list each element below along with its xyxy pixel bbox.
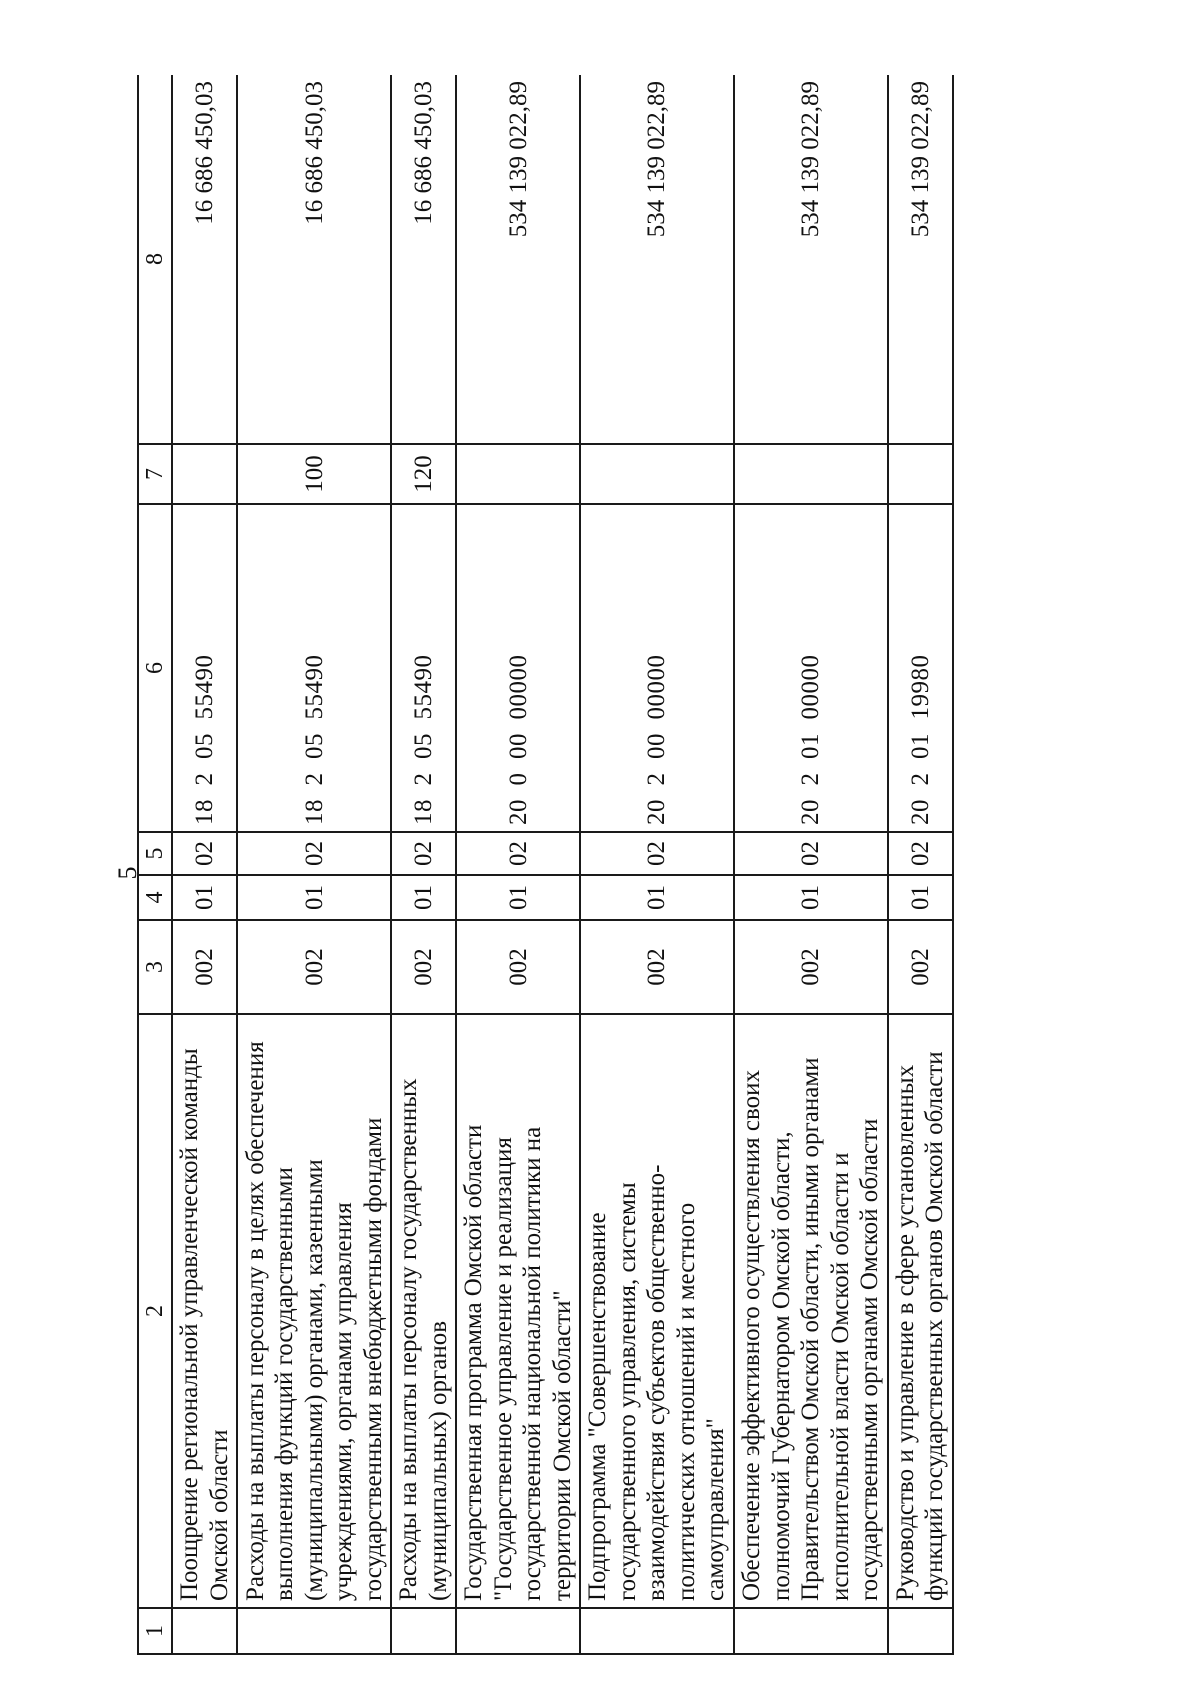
cell-target-article: 20 2 00 00000	[580, 504, 734, 832]
cell-expense-type	[172, 444, 237, 504]
cell-section: 01	[391, 875, 456, 920]
cell-subsection: 02	[391, 832, 456, 875]
cell-name: Руководство и управление в сфере установленных функций государственных органов Омской области	[888, 1014, 953, 1608]
header-col-4: 4	[138, 875, 172, 920]
cell-ministry-code: 002	[888, 920, 953, 1014]
table-row	[580, 75, 734, 1654]
table-header-row	[138, 75, 172, 1654]
cell-subsection: 02	[888, 832, 953, 875]
table-row	[237, 75, 391, 1654]
cell-section: 01	[734, 875, 888, 920]
cell-name: Расходы на выплаты персоналу в целях обеспечения выполнения функций государственными (муниципальными) органами, казенными учреждениями, органами управления государственными внебюджетными фондами	[237, 1014, 391, 1608]
cell-amount: 534 139 022,89	[580, 75, 734, 444]
header-col-8: 8	[138, 75, 172, 444]
cell-amount: 534 139 022,89	[888, 75, 953, 444]
cell-target-article: 18 2 05 55490	[172, 504, 237, 832]
cell-subsection: 02	[172, 832, 237, 875]
cell-ministry-code: 002	[237, 920, 391, 1014]
cell-row-number	[172, 1608, 237, 1654]
cell-row-number	[888, 1608, 953, 1654]
cell-target-article: 18 2 05 55490	[237, 504, 391, 832]
cell-row-number	[734, 1608, 888, 1654]
cell-subsection: 02	[456, 832, 580, 875]
cell-target-article: 18 2 05 55490	[391, 504, 456, 832]
cell-target-article: 20 2 01 00000	[734, 504, 888, 832]
cell-ministry-code: 002	[172, 920, 237, 1014]
cell-amount: 534 139 022,89	[734, 75, 888, 444]
budget-table	[137, 75, 954, 1655]
header-col-7: 7	[138, 444, 172, 504]
cell-expense-type	[888, 444, 953, 504]
table-row	[172, 75, 237, 1654]
cell-name: Подпрограмма "Совершенствование государственного управления, системы взаимодействия субъектов общественно-политических отношений и местного самоуправления"	[580, 1014, 734, 1608]
header-col-3: 3	[138, 920, 172, 1014]
header-col-5: 5	[138, 832, 172, 875]
header-col-1: 1	[138, 1608, 172, 1654]
cell-target-article: 20 0 00 00000	[456, 504, 580, 832]
cell-name: Поощрение региональной управленческой команды Омской области	[172, 1014, 237, 1608]
cell-ministry-code: 002	[734, 920, 888, 1014]
cell-expense-type	[734, 444, 888, 504]
cell-section: 01	[580, 875, 734, 920]
cell-section: 01	[172, 875, 237, 920]
cell-subsection: 02	[237, 832, 391, 875]
cell-section: 01	[456, 875, 580, 920]
cell-name: Государственная программа Омской области "Государственное управление и реализация государственной национальной политики на территории Омской области"	[456, 1014, 580, 1608]
budget-table-container	[137, 75, 1200, 1655]
cell-ministry-code: 002	[391, 920, 456, 1014]
cell-ministry-code: 002	[456, 920, 580, 1014]
cell-amount: 16 686 450,03	[172, 75, 237, 444]
page-number: 5	[113, 866, 142, 880]
cell-subsection: 02	[580, 832, 734, 875]
cell-section: 01	[888, 875, 953, 920]
cell-row-number	[580, 1608, 734, 1654]
cell-expense-type: 120	[391, 444, 456, 504]
header-col-2: 2	[138, 1014, 172, 1608]
header-col-6: 6	[138, 504, 172, 832]
cell-expense-type	[456, 444, 580, 504]
cell-row-number	[456, 1608, 580, 1654]
cell-name: Расходы на выплаты персоналу государственных (муниципальных) органов	[391, 1014, 456, 1608]
cell-expense-type	[580, 444, 734, 504]
cell-amount: 534 139 022,89	[456, 75, 580, 444]
cell-amount: 16 686 450,03	[391, 75, 456, 444]
cell-ministry-code: 002	[580, 920, 734, 1014]
table-row	[391, 75, 456, 1654]
table-row	[734, 75, 888, 1654]
cell-target-article: 20 2 01 19980	[888, 504, 953, 832]
cell-name: Обеспечение эффективного осуществления своих полномочий Губернатором Омской области, Правительством Омской области, иными органами исполнительной власти Омской области и государственными органами Омской области	[734, 1014, 888, 1608]
cell-subsection: 02	[734, 832, 888, 875]
cell-row-number	[237, 1608, 391, 1654]
cell-expense-type: 100	[237, 444, 391, 504]
cell-amount: 16 686 450,03	[237, 75, 391, 444]
table-row	[456, 75, 580, 1654]
rotated-table-layer	[137, 75, 1200, 1655]
cell-row-number	[391, 1608, 456, 1654]
cell-section: 01	[237, 875, 391, 920]
table-row	[888, 75, 953, 1654]
